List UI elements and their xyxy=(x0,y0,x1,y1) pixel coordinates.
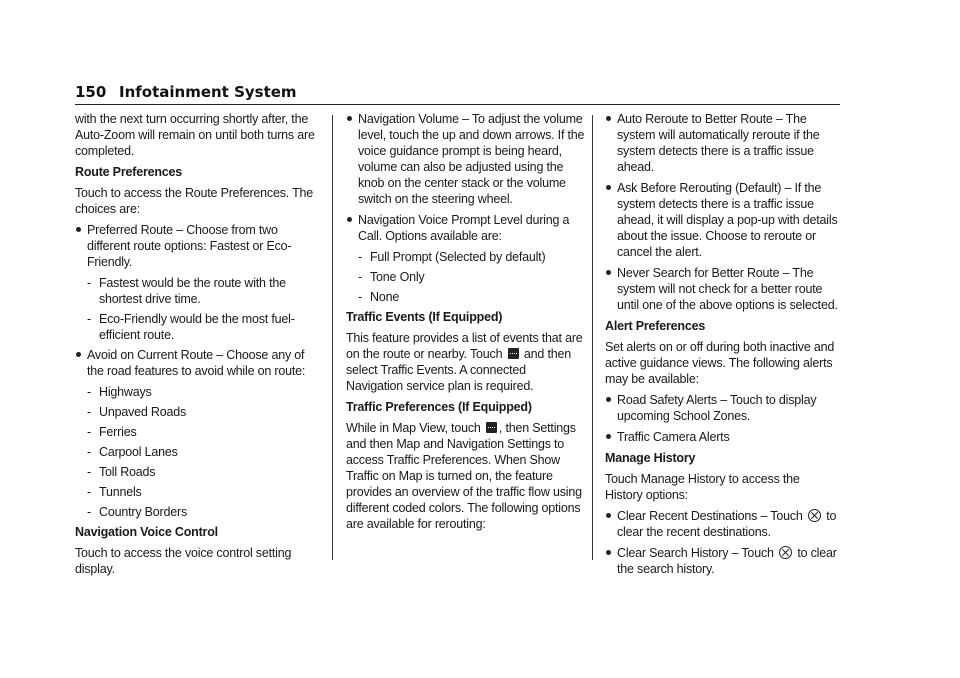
prompt-level-item: Navigation Voice Prompt Level during a Call. Options available are: xyxy=(346,212,586,244)
avoid-route-item: Avoid on Current Route – Choose any of the road features to avoid while on route: xyxy=(75,347,320,379)
column-3 xyxy=(605,111,840,582)
page-number: 150 xyxy=(75,83,107,101)
voice-control-text: Touch to access the voice control setting display. xyxy=(75,546,292,576)
clear-x-icon xyxy=(808,509,821,522)
menu-icon xyxy=(508,348,519,359)
traffic-camera-item: Traffic Camera Alerts xyxy=(605,429,840,445)
sub-item: - Highways xyxy=(87,385,152,399)
bullet-icon xyxy=(606,397,611,402)
sub-item: - Tunnels xyxy=(87,485,142,499)
sub-item: - Eco-Friendly would be the most fuel-efficient route. xyxy=(87,312,295,342)
traffic-preferences-heading: Traffic Preferences (If Equipped) xyxy=(346,400,532,414)
road-safety-item: Road Safety Alerts – Touch to display upcoming School Zones. xyxy=(605,392,840,424)
clear-recent-item: Clear Recent Destinations – Touch to clear the recent destinations. xyxy=(605,508,840,540)
route-preferences-text: Touch to access the Route Preferences. The choices are: xyxy=(75,186,314,216)
bullet-icon xyxy=(606,116,611,121)
auto-reroute-item: Auto Reroute to Better Route – The system will automatically reroute if the system detects there is a traffic issue ahead. xyxy=(605,111,840,175)
menu-icon xyxy=(486,422,497,433)
bullet-icon xyxy=(347,116,352,121)
sub-item: - Unpaved Roads xyxy=(87,405,187,419)
intro-paragraph: with the next turn occurring shortly after, the Auto-Zoom will remain on until both turns are completed. xyxy=(75,112,315,158)
bullet-icon xyxy=(347,217,352,222)
column-divider-2 xyxy=(592,115,593,560)
voice-control-heading: Navigation Voice Control xyxy=(75,525,218,539)
bullet-icon xyxy=(606,434,611,439)
manage-history-text: Touch Manage History to access the History options: xyxy=(605,472,800,502)
traffic-preferences-text: While in Map View, touch , then Settings and then Map and Navigation Settings to access Traffic Preferences. When Show Traffic on Map is turned on, the feature provides an overview of the traffic flow using different coded colors. The following options are available for rerouting: xyxy=(346,421,582,531)
column-2 xyxy=(346,111,586,537)
bullet-icon xyxy=(76,352,81,357)
sub-item: - Full Prompt (Selected by default) xyxy=(358,250,546,264)
bullet-icon xyxy=(606,185,611,190)
sub-item: - Carpool Lanes xyxy=(87,445,178,459)
sub-item: - Fastest would be the route with the shortest drive time. xyxy=(87,276,286,306)
header-rule xyxy=(75,104,840,105)
manage-history-heading: Manage History xyxy=(605,451,696,465)
traffic-events-text: This feature provides a list of events that are on the route or nearby. Touch and then select Traffic Events. A connected Navigation service plan is required. xyxy=(346,331,583,393)
column-divider-1 xyxy=(332,115,333,560)
sub-item: - None xyxy=(358,290,400,304)
preferred-route-item: Preferred Route – Choose from two different route options: Fastest or Eco-Friendly. xyxy=(75,222,320,270)
bullet-icon xyxy=(76,227,81,232)
bullet-icon xyxy=(606,550,611,555)
sub-item: - Country Borders xyxy=(87,505,188,519)
clear-x-icon xyxy=(779,546,792,559)
alert-preferences-text: Set alerts on or off during both inactive and active guidance views. The following alerts may be available: xyxy=(605,340,835,386)
never-search-item: Never Search for Better Route – The system will not check for a better route until one of the above options is selected. xyxy=(605,265,840,313)
column-1 xyxy=(75,111,320,582)
section-title: Infotainment System xyxy=(119,83,297,101)
bullet-icon xyxy=(606,513,611,518)
alert-preferences-heading: Alert Preferences xyxy=(605,319,706,333)
sub-item: - Ferries xyxy=(87,425,137,439)
sub-item: - Toll Roads xyxy=(87,465,156,479)
traffic-events-heading: Traffic Events (If Equipped) xyxy=(346,310,503,324)
sub-item: - Tone Only xyxy=(358,270,425,284)
ask-before-rerouting-item: Ask Before Rerouting (Default) – If the system detects there is a traffic issue ahead, it will display a pop-up with details about the issue. Choose to reroute or cancel the alert. xyxy=(605,180,840,260)
clear-search-item: Clear Search History – Touch to clear the search history. xyxy=(605,545,840,577)
route-preferences-heading: Route Preferences xyxy=(75,165,183,179)
bullet-icon xyxy=(606,270,611,275)
page-header xyxy=(75,83,840,109)
nav-volume-item: Navigation Volume – To adjust the volume level, touch the up and down arrows. If the voice guidance prompt is being heard, volume can also be adjusted using the knob on the center stack or the volume switch on the steering wheel. xyxy=(346,111,586,207)
